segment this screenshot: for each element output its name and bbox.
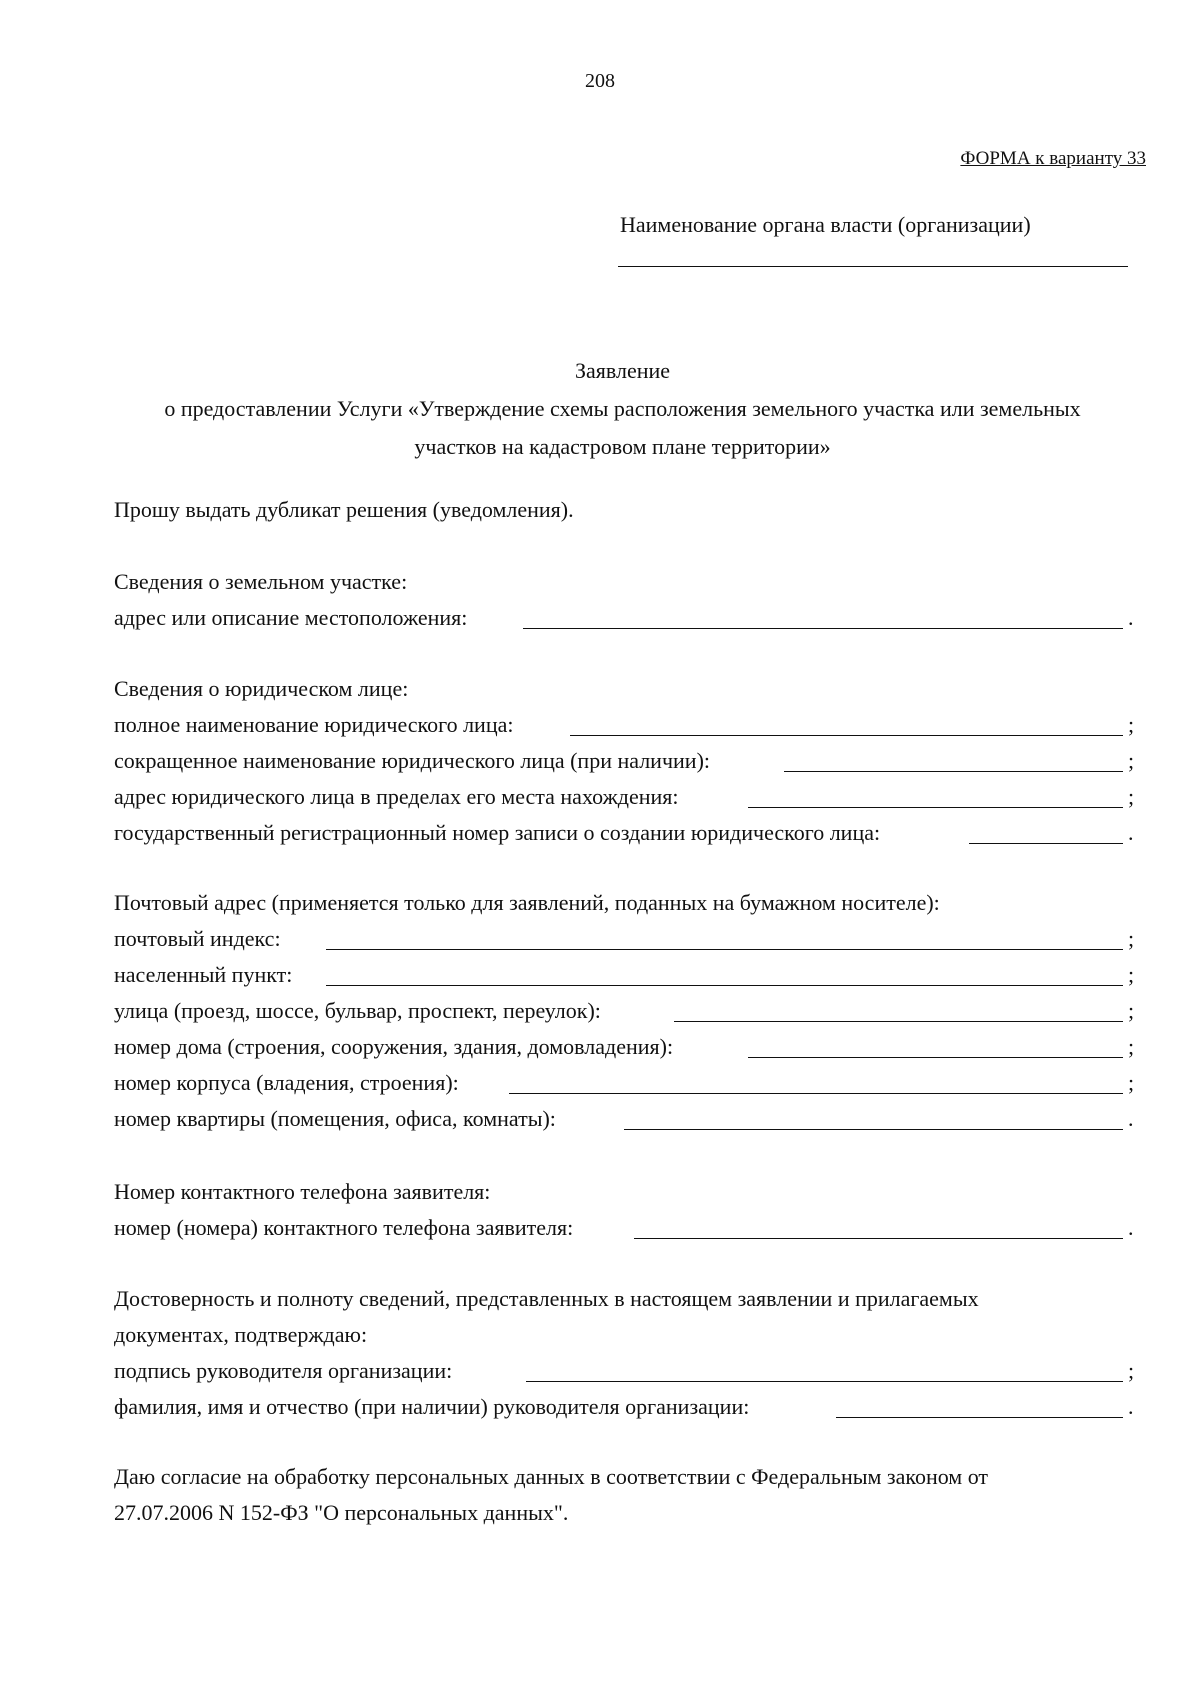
consent-line1: Даю согласие на обработку персональных данных в соответствии с Федеральным законом от xyxy=(114,1464,989,1489)
legal-short-name-field[interactable] xyxy=(784,771,1123,772)
postal-address-heading: Почтовый адрес (применяется только для заявлений, поданных на бумажном носителе): xyxy=(114,890,940,915)
house-number-row xyxy=(114,1029,1134,1065)
authority-line[interactable] xyxy=(618,266,1128,267)
director-fio-row xyxy=(114,1389,1134,1425)
legal-entity-heading: Сведения о юридическом лице: xyxy=(114,676,409,701)
field-punct: ; xyxy=(1128,962,1135,987)
phone-heading: Номер контактного телефона заявителя: xyxy=(114,1179,491,1204)
field-label: номер корпуса (владения, строения): xyxy=(114,1070,459,1095)
land-plot-address-field[interactable] xyxy=(523,628,1123,629)
field-punct: . xyxy=(1128,820,1134,845)
field-label: подпись руководителя организации: xyxy=(114,1358,453,1383)
confirmation-text-line2: документах, подтверждаю: xyxy=(114,1322,368,1347)
legal-short-name-row xyxy=(114,743,1134,779)
postal-address-section xyxy=(114,885,1134,1137)
phone-row xyxy=(114,1210,1134,1246)
signature-row xyxy=(114,1353,1134,1389)
field-label: фамилия, имя и отчество (при наличии) руководителя организации: xyxy=(114,1394,750,1419)
field-punct: ; xyxy=(1128,712,1135,737)
document-subtitle-line1: о предоставлении Услуги «Утверждение схемы расположения земельного участка или земельных xyxy=(164,396,1081,421)
form-reference: ФОРМА к варианту 33 xyxy=(960,148,1146,169)
confirmation-section xyxy=(114,1281,1134,1425)
legal-address-field[interactable] xyxy=(748,807,1123,808)
postal-index-field[interactable] xyxy=(326,949,1123,950)
field-label: почтовый индекс: xyxy=(114,926,281,951)
postal-index-row xyxy=(114,921,1134,957)
field-punct: ; xyxy=(1128,1070,1135,1095)
field-punct: . xyxy=(1128,1106,1134,1131)
field-punct: ; xyxy=(1128,998,1135,1023)
field-label: номер дома (строения, сооружения, здания, домовладения): xyxy=(114,1034,674,1059)
phone-field[interactable] xyxy=(634,1238,1123,1239)
signature-field[interactable] xyxy=(526,1381,1123,1382)
building-number-row xyxy=(114,1065,1134,1101)
director-fio-field[interactable] xyxy=(836,1417,1123,1418)
request-text: Прошу выдать дубликат решения (уведомления). xyxy=(114,497,574,522)
field-label: адрес или описание местоположения: xyxy=(114,605,468,630)
building-number-field[interactable] xyxy=(509,1093,1123,1094)
document-subtitle-line2: участков на кадастровом плане территории» xyxy=(414,434,831,459)
locality-field[interactable] xyxy=(326,985,1123,986)
field-label: улица (проезд, шоссе, бульвар, проспект, переулок): xyxy=(114,998,601,1023)
legal-reg-number-field[interactable] xyxy=(969,843,1123,844)
locality-row xyxy=(114,957,1134,993)
legal-address-row xyxy=(114,779,1134,815)
field-punct: . xyxy=(1128,1215,1134,1240)
field-punct: ; xyxy=(1128,1358,1135,1383)
land-plot-section xyxy=(114,564,1134,636)
phone-section xyxy=(114,1174,1134,1246)
land-plot-address-row xyxy=(114,600,1134,636)
field-punct: . xyxy=(1128,1394,1134,1419)
street-row xyxy=(114,993,1134,1029)
field-label: номер (номера) контактного телефона заявителя: xyxy=(114,1215,574,1240)
field-label: населенный пункт: xyxy=(114,962,293,987)
apartment-number-field[interactable] xyxy=(624,1129,1123,1130)
field-label: сокращенное наименование юридического лица (при наличии): xyxy=(114,748,711,773)
land-plot-heading: Сведения о земельном участке: xyxy=(114,569,408,594)
field-punct: ; xyxy=(1128,784,1135,809)
field-label: полное наименование юридического лица: xyxy=(114,712,514,737)
document-title-block xyxy=(100,352,1145,466)
apartment-number-row xyxy=(114,1101,1134,1137)
consent-section xyxy=(114,1459,1134,1531)
authority-label: Наименование органа власти (организации) xyxy=(620,212,1031,237)
consent-line2: 27.07.2006 N 152-ФЗ "О персональных данных". xyxy=(114,1500,569,1525)
field-label: государственный регистрационный номер записи о создании юридического лица: xyxy=(114,820,881,845)
page-number: 208 xyxy=(585,70,615,92)
house-number-field[interactable] xyxy=(748,1057,1123,1058)
field-punct: ; xyxy=(1128,1034,1135,1059)
field-label: адрес юридического лица в пределах его места нахождения: xyxy=(114,784,679,809)
field-punct: ; xyxy=(1128,926,1135,951)
document-heading: Заявление xyxy=(574,358,671,383)
field-punct: ; xyxy=(1128,748,1135,773)
confirmation-text-line1: Достоверность и полноту сведений, представленных в настоящем заявлении и прилагаемых xyxy=(114,1286,979,1311)
street-field[interactable] xyxy=(674,1021,1123,1022)
legal-reg-number-row xyxy=(114,815,1134,851)
field-punct: . xyxy=(1128,605,1134,630)
legal-full-name-row xyxy=(114,707,1134,743)
legal-full-name-field[interactable] xyxy=(570,735,1123,736)
field-label: номер квартиры (помещения, офиса, комнаты): xyxy=(114,1106,556,1131)
legal-entity-section xyxy=(114,671,1134,851)
